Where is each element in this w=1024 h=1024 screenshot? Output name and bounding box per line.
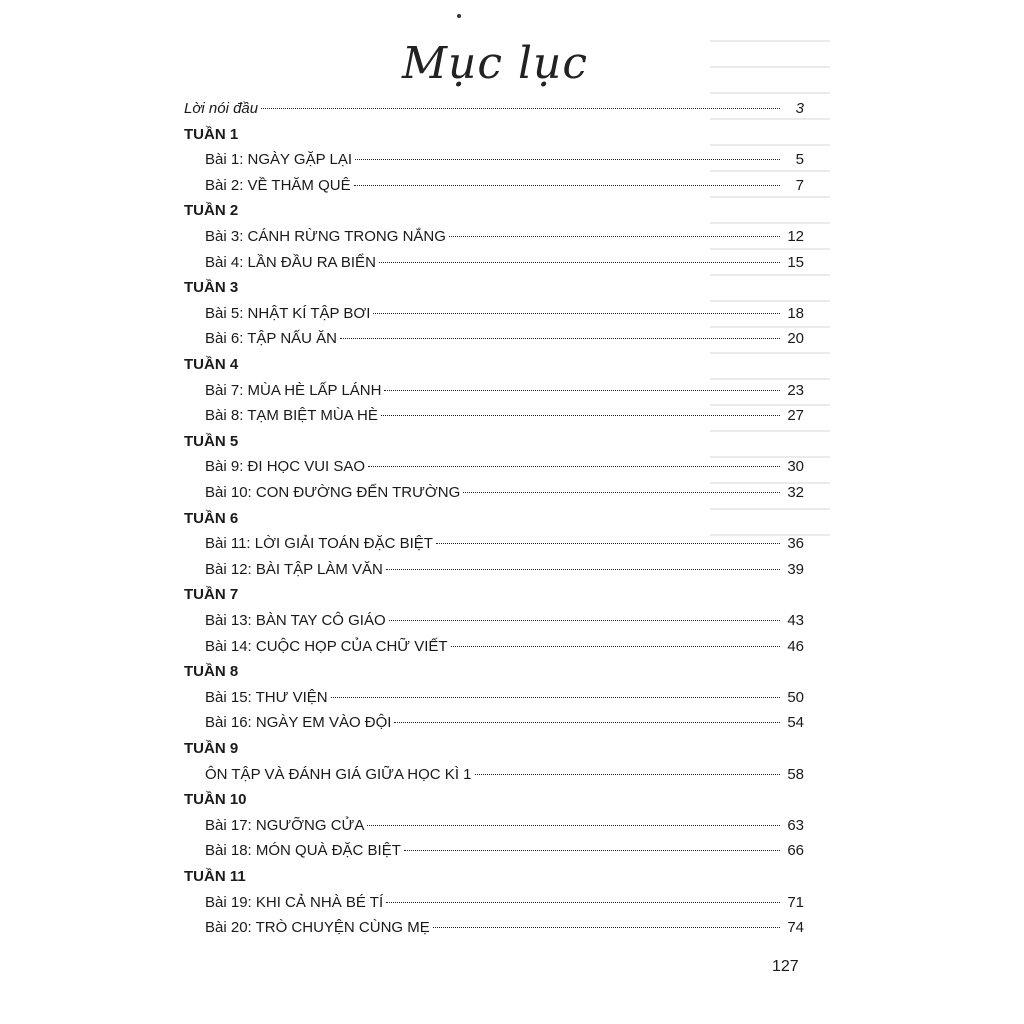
- dot-leader: [379, 262, 780, 263]
- toc-entry: [205, 531, 804, 556]
- week-heading: TUẦN 2: [184, 202, 239, 220]
- toc-entry-label: Bài 5: NHẬT KÍ TẬP BƠI: [205, 304, 371, 322]
- toc-entry-label: Bài 6: TẬP NẤU ĂN: [205, 330, 337, 348]
- dot-leader: [340, 338, 780, 339]
- toc-entry-page: 30: [787, 458, 804, 476]
- toc-entry-page: 58: [787, 765, 804, 783]
- toc-entry-label: Bài 15: THƯ VIỆN: [205, 688, 328, 706]
- dot-leader: [451, 646, 780, 647]
- toc-entry-page: 66: [787, 842, 804, 860]
- toc-entry-page: 12: [787, 228, 804, 245]
- dot-leader: [436, 543, 780, 544]
- toc-entry: [205, 838, 804, 863]
- dot-leader: [386, 569, 780, 570]
- dot-leader: [404, 850, 780, 851]
- week-heading: TUẦN 8: [184, 663, 239, 681]
- toc-entry-label: Bài 17: NGƯỠNG CỬA: [205, 816, 365, 834]
- toc-entry-label: Bài 16: NGÀY EM VÀO ĐỘI: [205, 714, 392, 732]
- toc-entry-page: 3: [795, 100, 804, 117]
- toc-entry: [205, 454, 804, 479]
- dot-leader: [463, 492, 780, 493]
- toc-entry: [205, 326, 804, 351]
- toc-entry-label: Bài 8: TẠM BIỆT MÙA HÈ: [205, 407, 378, 425]
- toc-entry-label: Bài 18: MÓN QUÀ ĐẶC BIỆT: [205, 842, 401, 860]
- dot-leader: [449, 236, 780, 237]
- week-heading: TUẦN 9: [184, 740, 239, 757]
- toc-entry-page: 15: [787, 253, 804, 271]
- toc-entry-label: Bài 12: BÀI TẬP LÀM VĂN: [205, 560, 383, 578]
- toc-entry: [205, 480, 804, 505]
- toc-entry: [205, 224, 804, 249]
- dot-leader: [355, 159, 780, 160]
- page-number: 127: [772, 958, 799, 975]
- dot-leader: [475, 774, 781, 775]
- week-heading: TUẦN 4: [184, 356, 239, 373]
- toc-entry-label: Bài 20: TRÒ CHUYỆN CÙNG MẸ: [205, 919, 430, 937]
- toc-entry: [205, 762, 804, 787]
- week-heading: TUẦN 1: [184, 125, 239, 143]
- toc-entry: [205, 710, 804, 735]
- toc-entry-page: 23: [787, 381, 804, 399]
- toc-entry: [205, 378, 804, 403]
- toc-entry-page: 7: [795, 176, 804, 194]
- toc-entry-label: Bài 13: BÀN TAY CÔ GIÁO: [205, 612, 386, 629]
- toc-entry: [205, 147, 804, 172]
- ink-dot: [457, 14, 461, 18]
- toc-entry-page: 74: [787, 919, 804, 937]
- toc-entry-page: 50: [787, 688, 804, 706]
- week-heading: TUẦN 6: [184, 509, 239, 527]
- toc-entry: [205, 301, 804, 326]
- toc-entry-page: 71: [787, 893, 804, 911]
- dot-leader: [386, 902, 780, 903]
- toc-entry-label: Bài 7: MÙA HÈ LẤP LÁNH: [205, 381, 382, 399]
- toc-entry-label: Bài 2: VỀ THĂM QUÊ: [205, 176, 351, 194]
- toc-entry-intro: [184, 96, 804, 121]
- toc-entry-page: 39: [787, 560, 804, 578]
- toc-entry-label: Bài 4: LẦN ĐẦU RA BIỂN: [205, 253, 376, 271]
- toc-entry-page: 63: [787, 816, 804, 834]
- toc-entry-page: 32: [787, 484, 804, 501]
- toc-entry-page: 46: [787, 637, 804, 655]
- dot-leader: [394, 722, 780, 723]
- toc-entry: [205, 915, 804, 940]
- toc-entry-label: Bài 14: CUỘC HỌP CỦA CHỮ VIẾT: [205, 637, 448, 655]
- dot-leader: [331, 697, 780, 698]
- toc-entry-page: 27: [787, 407, 804, 425]
- dot-leader: [389, 620, 780, 621]
- toc-entry-label: Bài 9: ĐI HỌC VUI SAO: [205, 458, 366, 476]
- toc-entry-label: Bài 19: KHI CẢ NHÀ BÉ TÍ: [205, 893, 384, 911]
- week-heading: TUẦN 5: [184, 432, 239, 450]
- toc-entry-label: Bài 1: NGÀY GẶP LẠI: [205, 151, 353, 169]
- toc-entry: [205, 634, 804, 659]
- toc-entry: [205, 813, 804, 838]
- dot-leader: [261, 108, 780, 109]
- dot-leader: [354, 185, 780, 186]
- toc-entry-label: Bài 11: LỜI GIẢI TOÁN ĐẶC BIỆT: [205, 535, 433, 553]
- toc-entry: [205, 890, 804, 915]
- toc-entry-page: 18: [787, 304, 804, 322]
- toc-entry-page: 36: [787, 535, 804, 553]
- toc-entry-page: 54: [787, 714, 804, 732]
- toc-entry: [205, 250, 804, 275]
- dot-leader: [368, 466, 780, 467]
- toc-entry: [205, 685, 804, 710]
- toc-entry: [205, 608, 804, 633]
- toc-entry: [205, 173, 804, 198]
- page-title: Mục lục: [401, 38, 589, 89]
- toc-entry-label: ÔN TẬP VÀ ĐÁNH GIÁ GIỮA HỌC KÌ 1: [205, 765, 472, 783]
- dot-leader: [381, 415, 780, 416]
- toc-entry-page: 20: [787, 330, 804, 348]
- toc-entry-label: Bài 10: CON ĐƯỜNG ĐẾN TRƯỜNG: [205, 484, 461, 501]
- toc-entry: [205, 403, 804, 428]
- toc-entry-label: Lời nói đầu: [184, 100, 259, 117]
- dot-leader: [384, 390, 780, 391]
- toc-entry-label: Bài 3: CÁNH RỪNG TRONG NẮNG: [205, 228, 446, 245]
- week-heading: TUẦN 3: [184, 279, 239, 297]
- toc-entry: [205, 557, 804, 582]
- toc-entry-page: 43: [787, 612, 804, 629]
- week-heading: TUẦN 11: [184, 868, 246, 885]
- week-heading: TUẦN 10: [184, 791, 247, 809]
- dot-leader: [433, 927, 780, 928]
- dot-leader: [373, 313, 780, 314]
- toc-entry-page: 5: [795, 151, 804, 169]
- dot-leader: [367, 825, 780, 826]
- week-heading: TUẦN 7: [184, 586, 239, 604]
